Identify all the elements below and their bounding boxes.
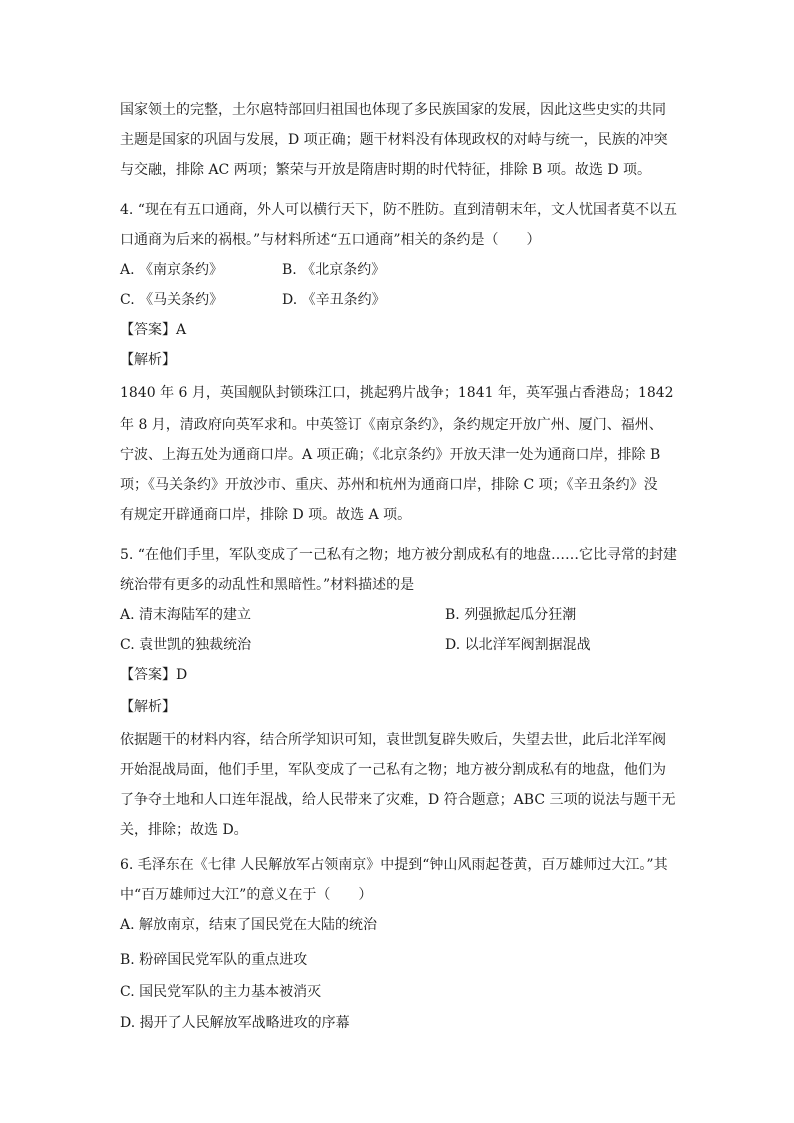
q4-analysis-line: 项；《马关条约》开放沙市、重庆、苏州和杭州为通商口岸，排除 C 项；《辛丑条约》没 bbox=[120, 477, 658, 493]
q5-answer: 【答案】D bbox=[120, 667, 188, 683]
q4-option-d: D. 《辛丑条约》 bbox=[282, 292, 386, 308]
q4-analysis-line: 有规定开辟通商口岸，排除 D 项。故选 A 项。 bbox=[120, 507, 412, 523]
q5-analysis-line: 开始混战局面，他们手里，军队变成了一己私有之物；地方被分割成私有的地盘，他们为 bbox=[120, 762, 666, 778]
question-5-stem: 统治带有更多的动乱性和黑暗性。”材料描述的是 bbox=[120, 577, 415, 593]
question-6-stem: 6. 毛泽东在《七律 人民解放军占领南京》中提到“钟山风雨起苍黄，百万雄师过大江。”其 bbox=[120, 857, 668, 873]
q4-option-a: A. 《南京条约》 bbox=[120, 262, 224, 278]
q5-option-a: A. 清末海陆军的建立 bbox=[120, 607, 252, 623]
q4-answer: 【答案】A bbox=[120, 322, 187, 338]
q5-analysis-line: 依据题干的材料内容，结合所学知识可知，袁世凯复辟失败后，失望去世，此后北洋军阀 bbox=[120, 732, 666, 748]
q4-analysis-line: 年 8 月，清政府向英军求和。中英签订《南京条约》，条约规定开放广州、厦门、福州、 bbox=[120, 417, 663, 433]
paragraph-line: 主题是国家的巩固与发展，D 项正确；题干材料没有体现政权的对峙与统一，民族的冲突 bbox=[120, 132, 668, 148]
q5-analysis-line: 了争夺土地和人口连年混战，给人民带来了灾难，D 符合题意；ABC 三项的说法与题干无 bbox=[120, 792, 676, 808]
q6-option-a: A. 解放南京，结束了国民党在大陆的统治 bbox=[120, 917, 378, 933]
q5-option-b: B. 列强掀起瓜分狂潮 bbox=[445, 607, 577, 623]
q6-option-b: B. 粉碎国民党军队的重点进攻 bbox=[120, 952, 308, 968]
q5-option-c: C. 袁世凯的独裁统治 bbox=[120, 637, 252, 653]
q5-analysis-line: 关，排除；故选 D。 bbox=[120, 822, 248, 838]
q4-option-c: C. 《马关条约》 bbox=[120, 292, 224, 308]
paragraph-line: 与交融，排除 AC 两项；繁荣与开放是隋唐时期的时代特征，排除 B 项。故选 D 项。 bbox=[120, 162, 652, 178]
q6-option-d: D. 揭开了人民解放军战略进攻的序幕 bbox=[120, 1015, 350, 1031]
question-4-stem: 口通商为后来的祸根。”与材料所述“五口通商”相关的条约是（ ） bbox=[120, 232, 541, 248]
question-4-stem: 4. “现在有五口通商，外人可以横行天下，防不胜防。直到清朝末年，文人忧国者莫不以五 bbox=[120, 202, 677, 218]
q5-analysis-label: 【解析】 bbox=[120, 699, 176, 715]
q4-analysis-label: 【解析】 bbox=[120, 352, 176, 368]
q4-analysis-line: 1840 年 6 月，英国舰队封锁珠江口，挑起鸦片战争；1841 年，英军强占香港岛；1842 bbox=[120, 385, 674, 401]
question-5-stem: 5. “在他们手里，军队变成了一己私有之物；地方被分割成私有的地盘……它比寻常的封建 bbox=[120, 547, 677, 563]
q4-analysis-line: 宁波、上海五处为通商口岸。A 项正确；《北京条约》开放天津一处为通商口岸，排除 B bbox=[120, 447, 661, 463]
q4-option-b: B. 《北京条约》 bbox=[282, 262, 386, 278]
q6-option-c: C. 国民党军队的主力基本被消灭 bbox=[120, 984, 322, 1000]
question-6-stem: 中“百万雄师过大江”的意义在于（ ） bbox=[120, 887, 373, 903]
q5-option-d: D. 以北洋军阀割据混战 bbox=[445, 637, 591, 653]
paragraph-line: 国家领土的完整，土尔扈特部回归祖国也体现了多民族国家的发展，因此这些史实的共同 bbox=[120, 102, 666, 118]
